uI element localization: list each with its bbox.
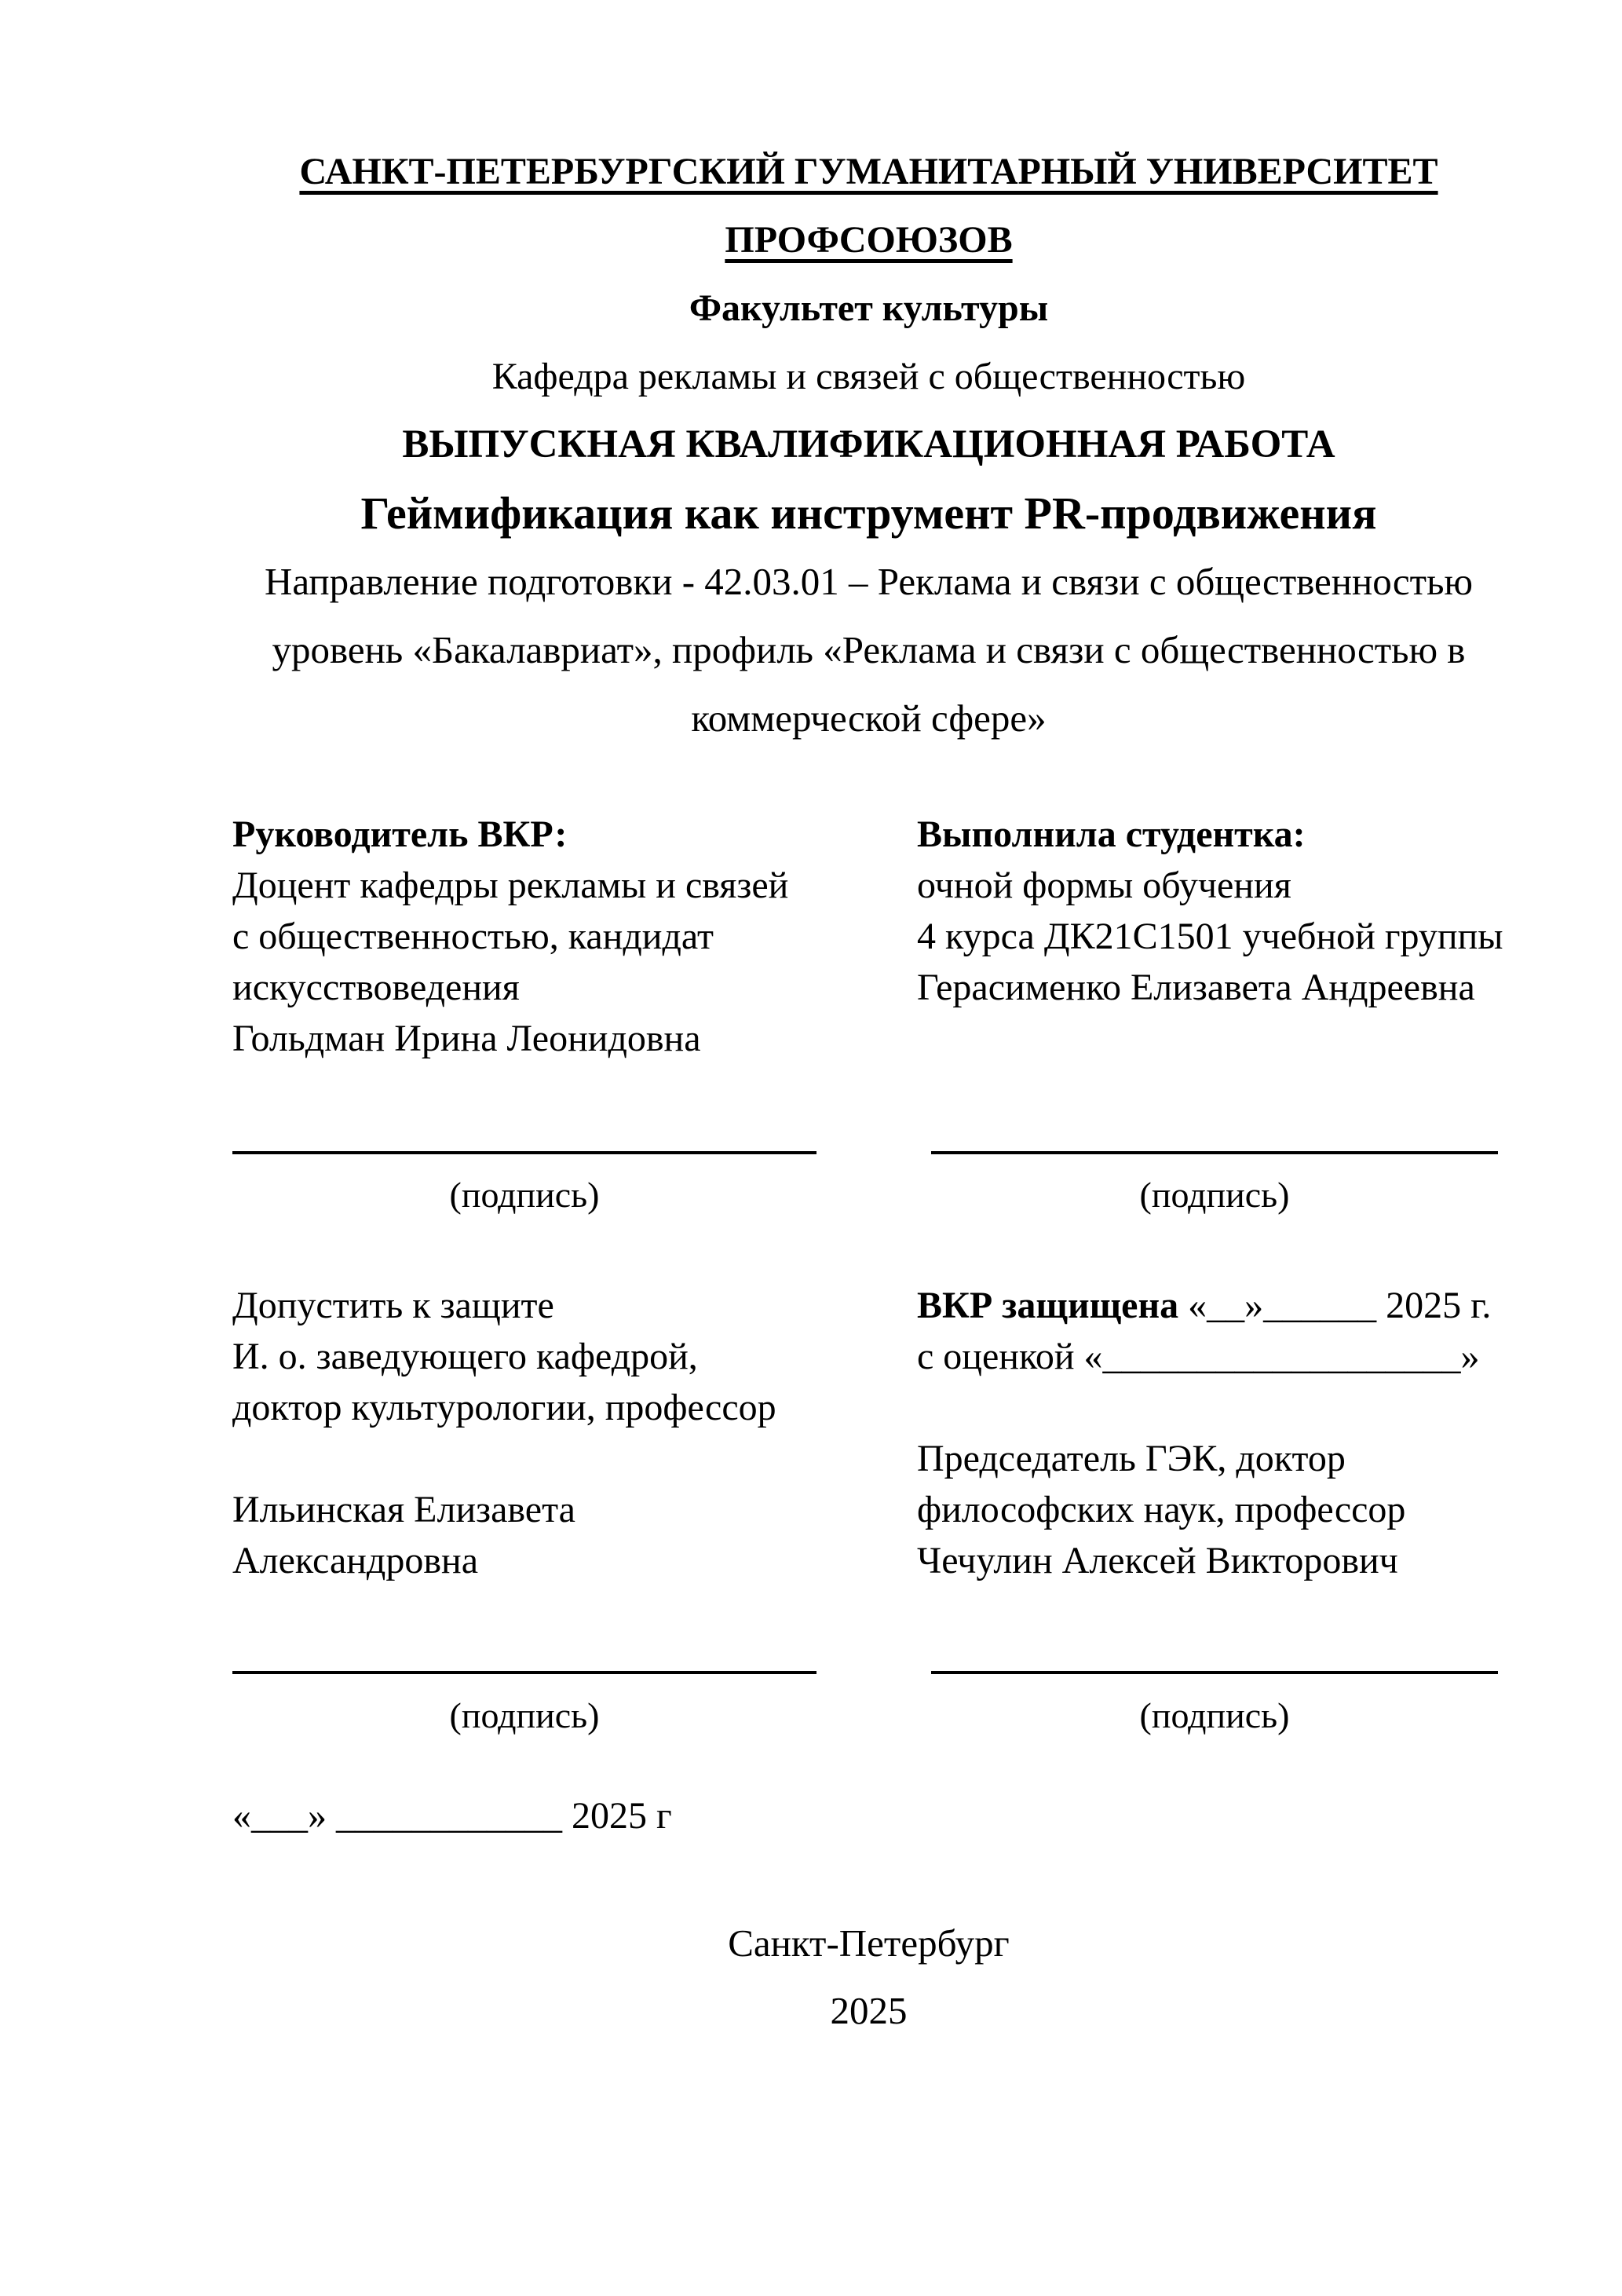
- faculty-name: Факультет культуры: [689, 287, 1049, 329]
- year: 2025: [830, 1989, 908, 2032]
- admission-signature-line: [232, 1671, 816, 1674]
- thesis-title: Геймификация как инструмент PR-продвижения: [360, 488, 1377, 539]
- supervisor-signature-line: [232, 1151, 816, 1154]
- work-type-heading: ВЫПУСКНАЯ КВАЛИФИКАЦИОННАЯ РАБОТА: [402, 422, 1335, 466]
- chair-name: Чечулин Алексей Викторович: [917, 1540, 1398, 1581]
- student-signature-caption: (подпись): [1139, 1175, 1290, 1215]
- chair-signature-line: [931, 1671, 1498, 1674]
- city-name: Санкт-Петербург: [728, 1921, 1010, 1965]
- supervisor-position-line-1: Доцент кафедры рекламы и связей: [232, 865, 789, 906]
- admission-line-3: доктор культурологии, профессор: [232, 1387, 776, 1428]
- supervisor-heading: Руководитель ВКР:: [232, 813, 568, 855]
- supervisor-block: [232, 809, 817, 1064]
- program-line-3: коммерческой сфере»: [691, 696, 1047, 740]
- defense-label: ВКР защищена: [917, 1285, 1179, 1326]
- student-signature-line: [931, 1151, 1498, 1154]
- program-line-2: уровень «Бакалавриат», профиль «Реклама и связи с общественностью в: [272, 628, 1466, 671]
- department-name: Кафедра рекламы и связей с общественностью: [491, 356, 1246, 397]
- admission-line-1: Допустить к защите: [232, 1285, 554, 1326]
- admission-signature-caption: (подпись): [449, 1695, 600, 1735]
- student-heading: Выполнила студентка:: [917, 813, 1306, 855]
- blank-line: [232, 1433, 817, 1484]
- chair-line-1: Председатель ГЭК, доктор: [917, 1438, 1346, 1479]
- defense-date-line: [917, 1280, 1514, 1331]
- student-line-2: 4 курса ДК21С1501 учебной группы: [917, 916, 1503, 957]
- student-block: [917, 809, 1514, 1013]
- blank-line: [917, 1382, 1514, 1433]
- chair-line-2: философских наук, профессор: [917, 1489, 1406, 1530]
- defense-grade-line: с оценкой «___________________»: [917, 1336, 1480, 1377]
- supervisor-signature-caption: (подпись): [449, 1175, 600, 1215]
- chair-signature-caption: (подпись): [1139, 1695, 1290, 1735]
- defense-date-blank: «__»______ 2025 г.: [1178, 1285, 1492, 1326]
- student-line-1: очной формы обучения: [917, 865, 1291, 906]
- document-header: [232, 137, 1506, 752]
- university-name-line-2: ПРОФСОЮЗОВ: [725, 219, 1013, 261]
- supervisor-position-line-3: искусствоведения: [232, 967, 520, 1008]
- admission-name-line-2: Александровна: [232, 1540, 479, 1581]
- admission-line-2: И. о. заведующего кафедрой,: [232, 1336, 698, 1377]
- defense-block: [917, 1280, 1514, 1586]
- supervisor-position-line-2: с общественностью, кандидат: [232, 916, 714, 957]
- university-name-line-1: САНКТ-ПЕТЕРБУРГСКИЙ ГУМАНИТАРНЫЙ УНИВЕРСИТЕТ: [299, 151, 1438, 192]
- admission-name-line-1: Ильинская Елизавета: [232, 1489, 575, 1530]
- supervisor-name: Гольдман Ирина Леонидовна: [232, 1018, 701, 1059]
- document-footer: [232, 1910, 1506, 2045]
- program-line-1: Направление подготовки - 42.03.01 – Реклама и связи с общественностью: [264, 560, 1474, 603]
- student-name: Герасименко Елизавета Андреевна: [917, 967, 1475, 1008]
- admission-date-blank-line: «___» ____________ 2025 г: [232, 1795, 672, 1837]
- admission-block: [232, 1280, 817, 1586]
